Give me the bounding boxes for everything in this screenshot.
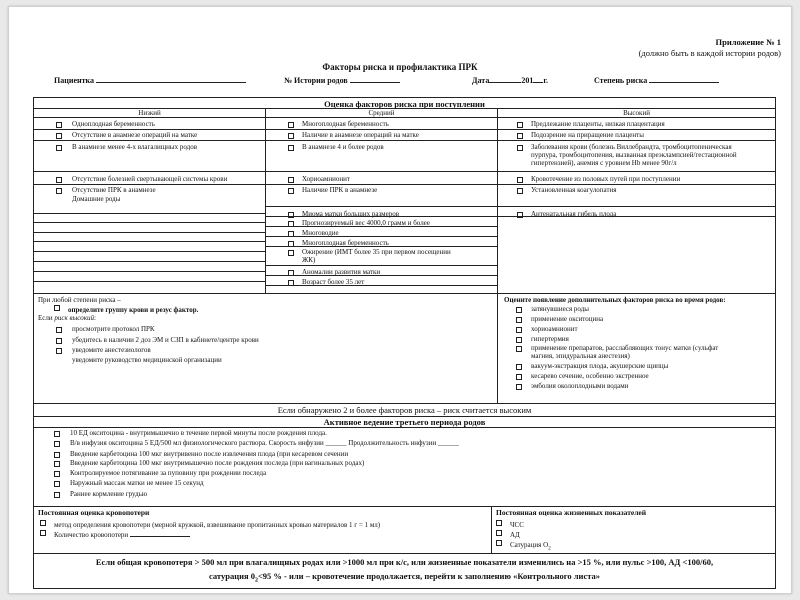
checkbox[interactable]	[516, 327, 522, 333]
checkbox[interactable]	[288, 250, 294, 256]
low-risk-item: Отсутствие болезней свертывающей системы крови	[72, 175, 228, 183]
page-title: Факторы риска и профилактика ПРК	[322, 62, 478, 72]
final-line-2a: сатурация 0	[209, 571, 255, 581]
date-field[interactable]	[472, 75, 548, 85]
medium-risk-item: Аномалии развития матки	[302, 268, 381, 276]
low-risk-item: В анамнезе менее 4-х влагалищных родов	[72, 143, 198, 151]
form-page	[8, 6, 792, 594]
year-suffix: г.	[543, 76, 549, 85]
third-stage-header: Активное ведение третьего периода родов	[323, 417, 486, 427]
labor-factor-item: магния, эпидуральная анестезия)	[531, 352, 630, 360]
blood-loss-amount-label: Количество кровопотери	[54, 531, 129, 539]
checkbox[interactable]	[517, 212, 523, 218]
checkbox[interactable]	[56, 188, 62, 194]
checkbox[interactable]	[56, 327, 62, 333]
appendix-note	[639, 37, 781, 59]
risk-table	[33, 97, 776, 589]
checkbox[interactable]	[54, 481, 60, 487]
checkbox[interactable]	[516, 346, 522, 352]
high-risk-item: Установленная коагулопатия	[531, 186, 617, 194]
third-stage-item: В/в инфузия окситоцина 5 ЕД/500 мл физиологического раствора. Скорость инфузии ______ Продолжительность инфузии ______	[70, 439, 459, 447]
vitals-sat-label: Сатурация O	[510, 541, 549, 549]
checkbox[interactable]	[516, 307, 522, 313]
checkbox[interactable]	[516, 384, 522, 390]
any-risk-item-label: определите группу крови и резус фактор.	[68, 306, 199, 314]
high-risk-suffix: :	[94, 314, 96, 322]
high-risk-item: Предлежание плаценты, низкая плацентация	[531, 120, 665, 128]
high-risk-action-item: уведомите руководство медицинской организации	[72, 356, 222, 364]
checkbox[interactable]	[288, 122, 294, 128]
medium-risk-item: Возраст более 35 лет	[302, 278, 365, 286]
medium-risk-item: Ожирение (ИМТ более 35 при первом посещении	[302, 248, 451, 256]
checkbox[interactable]	[40, 530, 46, 536]
checkbox[interactable]	[56, 122, 62, 128]
medium-risk-item: Многоплодная беременность	[302, 239, 389, 247]
high-risk-action-item: просмотрите протокол ПРК	[72, 325, 155, 333]
vitals-sat[interactable]	[496, 540, 551, 553]
year-label: 201	[521, 76, 534, 85]
checkbox[interactable]	[288, 212, 294, 218]
medium-risk-item: Хориоамнионит	[302, 175, 350, 183]
medium-risk-item: Многоплодная беременность	[302, 120, 389, 128]
vitals-hr-label: ЧСС	[510, 521, 524, 529]
third-stage-item: Введение карбетоцина 100 мкг внутримышечно после рождения последа (при вагинальных родах)	[70, 459, 365, 467]
checkbox[interactable]	[517, 122, 523, 128]
history-label: № Истории родов	[284, 76, 348, 85]
history-field[interactable]	[284, 75, 400, 85]
checkbox[interactable]	[288, 133, 294, 139]
vitals-bp[interactable]	[496, 530, 520, 539]
labor-factor-item: затянувшиеся роды	[531, 305, 589, 313]
checkbox[interactable]	[56, 338, 62, 344]
checkbox[interactable]	[56, 133, 62, 139]
vitals-title: Постоянная оценка жизненных показателей	[496, 508, 647, 517]
labor-factor-item: гипертермия	[531, 335, 569, 343]
patient-field[interactable]	[54, 75, 246, 85]
medium-risk-item: Миома матки больших размеров	[302, 210, 399, 218]
medium-risk-item: Наличие в анамнезе операций на матке	[302, 131, 419, 139]
third-stage-item: 10 ЕД окситоцина - внутримышечно в течение первой минуты после рождения плода.	[70, 429, 327, 437]
checkbox[interactable]	[54, 305, 60, 311]
blood-loss-amount[interactable]	[40, 530, 190, 539]
warning-banner: Если обнаружено 2 и более факторов риска – риск считается высоким	[277, 405, 532, 415]
final-line-2	[34, 569, 775, 588]
appendix-number: Приложение № 1	[715, 37, 781, 47]
medium-risk-item: Наличие ПРК в анамнезе	[302, 186, 378, 194]
checkbox[interactable]	[516, 337, 522, 343]
vitals-hr[interactable]	[496, 520, 524, 529]
high-risk-item: Антенатальная гибель плода	[531, 210, 617, 218]
third-stage-item: Наружный массаж матки не менее 15 секунд	[70, 479, 204, 487]
admission-header: Оценка факторов риска при поступлении	[324, 99, 485, 109]
checkbox[interactable]	[288, 188, 294, 194]
checkbox[interactable]	[517, 133, 523, 139]
checkbox[interactable]	[56, 145, 62, 151]
checkbox[interactable]	[54, 471, 60, 477]
patient-label: Пациентка	[54, 76, 95, 85]
checkbox[interactable]	[56, 177, 62, 183]
checkbox[interactable]	[517, 177, 523, 183]
checkbox[interactable]	[496, 530, 502, 536]
checkbox[interactable]	[496, 520, 502, 526]
checkbox[interactable]	[288, 177, 294, 183]
checkbox[interactable]	[54, 492, 60, 498]
risk-degree-field[interactable]	[594, 75, 719, 85]
third-stage-item: Раннее кормление грудью	[70, 490, 148, 498]
risk-degree-label: Степень риска	[594, 76, 648, 85]
high-risk-action-item: убедитесь в наличии 2 доз ЭМ и СЗП в кабинете/центре крови	[72, 336, 259, 344]
labor-factors-title: Оцените появление дополнительных факторов риска во время родов:	[504, 296, 726, 304]
checkbox[interactable]	[516, 317, 522, 323]
checkbox[interactable]	[516, 364, 522, 370]
labor-factor-item: применение препаратов, расслабляющих тонус матки (сульфат	[531, 344, 719, 352]
checkbox[interactable]	[54, 452, 60, 458]
third-stage-item: Введение карбетоцина 100 мкг внутривенно после извлечения плода (при кесаревом сечении	[70, 450, 349, 458]
any-risk-item[interactable]	[54, 305, 198, 314]
vitals-bp-label: АД	[510, 531, 520, 539]
high-risk-item: гипертензией), анемия с уровнем Hb менее 90г/л	[531, 159, 677, 167]
checkbox[interactable]	[54, 431, 60, 437]
checkbox[interactable]	[54, 461, 60, 467]
blood-loss-method-label: метод определения кровопотери (мерной кружкой, взвешивание пропитанных кровью материалов 1 г = 1 мл)	[54, 521, 381, 529]
labor-factor-item: кесарево сечение, особенно экстренное	[531, 372, 649, 380]
checkbox[interactable]	[517, 188, 523, 194]
checkbox[interactable]	[288, 145, 294, 151]
high-risk-item: пурпура, тромбоцитопения, вызванная преэклампсией/гестационной	[531, 151, 737, 159]
col-mid-header: Средний	[368, 109, 395, 117]
final-line-2b: <95 % - или – кровотечение продолжается, перейти к заполнению «Контрольного листа»	[257, 571, 600, 581]
final-instruction	[34, 555, 775, 588]
checkbox[interactable]	[496, 540, 502, 546]
blood-loss-title: Постоянная оценка кровопотери	[38, 508, 150, 517]
low-risk-item: Домашние роды	[72, 195, 121, 203]
high-risk-emphasis: риск высокий	[54, 314, 94, 322]
medium-risk-item: Многоводие	[302, 229, 339, 237]
col-high-header: Высокий	[623, 109, 650, 117]
date-label: Дата	[472, 76, 490, 85]
final-line-2-sub: 2	[254, 577, 258, 584]
low-risk-item: Отсутствие ПРК в анамнезе	[72, 186, 156, 194]
third-stage-item: Контролируемое потягивание за пуповину при рождении последа	[70, 469, 267, 477]
high-risk-item: Подозрение на приращение плаценты	[531, 131, 644, 139]
high-risk-action-item: уведомите анестезиологов	[72, 346, 151, 354]
labor-factor-item: эмболия околоплодными водами	[531, 382, 629, 390]
col-low-header: Низкий	[138, 109, 161, 117]
low-risk-item: Одноплодная беременность	[72, 120, 155, 128]
blood-loss-method[interactable]	[40, 520, 380, 529]
checkbox[interactable]	[54, 441, 60, 447]
labor-factor-item: хориоамнионит	[531, 325, 578, 333]
checkbox[interactable]	[40, 520, 46, 526]
any-risk-title: При любой степени риска –	[38, 296, 121, 304]
high-risk-prefix: Если	[38, 314, 55, 322]
high-risk-prompt	[38, 314, 96, 322]
labor-factor-item: применение окситоцина	[531, 315, 604, 323]
checkbox[interactable]	[516, 374, 522, 380]
checkbox[interactable]	[56, 348, 62, 354]
medium-risk-item: В анамнезе 4 и более родов	[302, 143, 384, 151]
high-risk-item: Кровотечение из половых путей при поступлении	[531, 175, 681, 183]
low-risk-item: Отсутствие в анамнезе операций на матке	[72, 131, 198, 139]
checkbox[interactable]	[517, 145, 523, 151]
labor-factor-item: вакуум-экстракция плода, акушерские щипцы	[531, 362, 669, 370]
final-line-1: Если общая кровопотеря > 500 мл при влагалищных родах или >1000 мл при к/с, или жизненные показатели изменились на >15 %, или пульс >100, АД <100/60,	[95, 557, 714, 567]
medium-risk-item: ЖК)	[302, 256, 316, 264]
vitals-sat-sub: 2	[548, 546, 551, 552]
high-risk-item: Заболевания крови (болезнь Виллебрандта, тромбоцитопеническая	[531, 143, 732, 151]
medium-risk-item: Прогнозируемый вес 4000,0 грамм и более	[302, 219, 430, 227]
appendix-remark: (должно быть в каждой истории родов)	[638, 48, 781, 58]
